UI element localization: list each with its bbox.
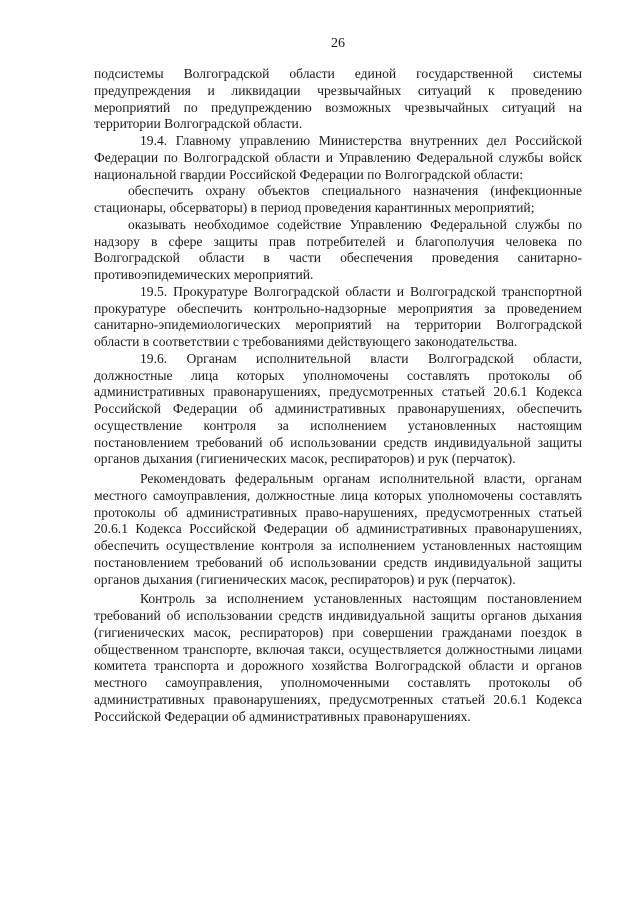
paragraph-recommend: Рекомендовать федеральным органам исполнительной власти, органам местного самоуправления, должностные лица которых уполномочены составлять протоколы об административных право-нарушениях, предусмотренных статьей 20.6.1 Кодекса Российской Федерации об административных правонарушениях, обеспечить осуществление контроля за исполнением установленных настоящим постановлением требований об использовании средств индивидуальной защиты органов дыхания (гигиенических масок, респираторов) и рук (перчаток). bbox=[94, 471, 582, 587]
paragraph-continuation: подсистемы Волгоградской области единой государственной системы предупреждения и ликвидации чрезвычайных ситуаций к проведению мероприятий по предупреждению возможных чрезвычайных ситуаций на территории Волгоградской области. bbox=[94, 66, 582, 132]
paragraph-19-4: 19.4. Главному управлению Министерства внутренних дел Российской Федерации по Волгоградской области и Управлению Федеральной службы войск национальной гвардии Российской Федерации по Волгоградской области: bbox=[94, 133, 582, 182]
document-body bbox=[94, 66, 582, 725]
paragraph-19-5: 19.5. Прокуратуре Волгоградской области и Волгоградской транспортной прокуратуре обеспечить контрольно-надзорные мероприятия за проведением санитарно-эпидемиологических мероприятий на территории Волгоградской области в соответствии с требованиями действующего законодательства. bbox=[94, 283, 582, 349]
paragraph-guard-objects: обеспечить охрану объектов специального назначения (инфекционные стационары, обсерваторы) в период проведения карантинных мероприятий; bbox=[94, 183, 582, 215]
page-number: 26 bbox=[331, 36, 345, 51]
paragraph-19-6: 19.6. Органам исполнительной власти Волгоградской области, должностные лица которых уполномочены составлять протоколы об административных правонарушениях, предусмотренных статьей 20.6.1 Кодекса Российской Федерации об административных правонарушениях, обеспечить осуществление контроля за исполнением установленных настоящим постановлением требований об использовании средств индивидуальной защиты органов дыхания (гигиенических масок, респираторов) и рук (перчаток). bbox=[94, 350, 582, 467]
paragraph-transport-control: Контроль за исполнением установленных настоящим постановлением требований об использовании средств индивидуальной защиты органов дыхания (гигиенических масок, респираторов) при совершении гражданами поездок в общественном транспорте, включая такси, осуществляется должностными лицами комитета транспорта и дорожного хозяйства Волгоградской области и органов местного самоуправления, уполномоченными составлять протоколы об административных правонарушениях, предусмотренных статьей 20.6.1 Кодекса Российской Федерации об административных правонарушениях. bbox=[94, 591, 582, 724]
paragraph-assistance: оказывать необходимое содействие Управлению Федеральной службы по надзору в сфере защиты прав потребителей и благополучия человека по Волгоградской области в части обеспечения проведения санитарно-противоэпидемических мероприятий. bbox=[94, 216, 582, 282]
